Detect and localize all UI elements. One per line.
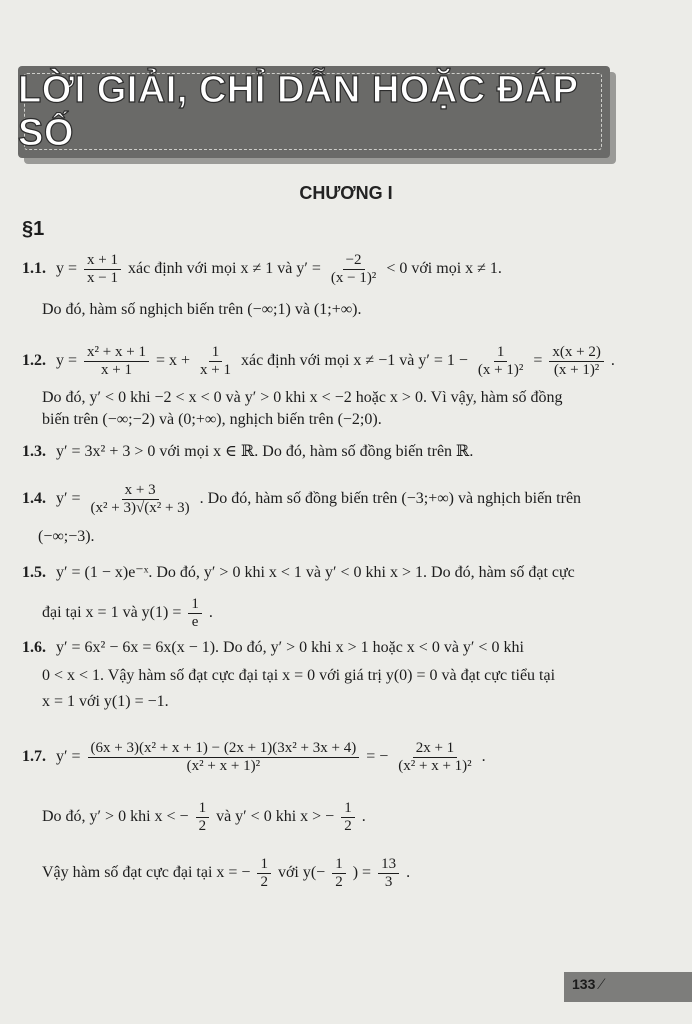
formula-text: . (481, 748, 486, 766)
fraction (475, 344, 526, 379)
problem-1-6-line-2: 0 < x < 1. Vậy hàm số đạt cực đại tại x = 0 với giá trị y(0) = 0 và đạt cực tiểu tại (42, 667, 556, 684)
formula-text: y′ = (56, 748, 81, 766)
problem-1-1-line-1 (22, 252, 502, 287)
problem-1-4-line-2: (−∞;−3). (38, 528, 95, 545)
numerator: 1 (341, 800, 355, 818)
formula-text: Do đó, y′ > 0 khi x < − (42, 808, 189, 826)
fraction (341, 800, 355, 835)
formula-text: Vậy hàm số đạt cực đại tại x = − (42, 864, 251, 882)
problem-1-3-line-1 (22, 442, 473, 462)
fraction (549, 344, 603, 379)
problem-1-6-line-3: x = 1 với y(1) = −1. (42, 693, 169, 710)
problem-1-7-line-3 (42, 856, 410, 891)
formula-text: . (610, 352, 615, 370)
problem-number: 1.6. (22, 639, 46, 656)
formula-text: . (406, 864, 411, 882)
problem-1-2-line-2: Do đó, y′ < 0 khi −2 < x < 0 và y′ > 0 khi x < −2 hoặc x > 0. Vì vậy, hàm số đồng (42, 389, 563, 406)
formula-text: . Do đó, hàm số đồng biến trên (−3;+∞) và nghịch biến trên (199, 490, 582, 508)
formula-text: y′ = (1 − x)e⁻ˣ. Do đó, y′ > 0 khi x < 1 và y′ < 0 khi x > 1. Do đó, hàm số đạt cực (56, 564, 575, 581)
denominator: 2 (198, 818, 207, 834)
problem-number: 1.7. (22, 748, 46, 766)
fraction (88, 482, 193, 517)
fraction (88, 740, 360, 775)
formula-text: = x + (155, 352, 190, 370)
denominator: (x + 1)² (553, 362, 600, 378)
numerator: 1 (494, 344, 508, 362)
formula-text: y = (56, 352, 78, 370)
page-title: LỜI GIẢI, CHỈ DẪN HOẶC ĐÁP SỐ (18, 69, 578, 154)
numerator: −2 (343, 252, 365, 270)
numerator: 13 (378, 856, 399, 874)
denominator: (x − 1)² (330, 270, 377, 286)
problem-number: 1.2. (22, 352, 46, 370)
denominator: 2 (335, 874, 343, 890)
problem-1-6-line-1 (22, 638, 524, 658)
problem-1-7-line-2 (42, 800, 366, 835)
denominator: e (191, 614, 199, 630)
problem-number: 1.5. (22, 564, 46, 581)
numerator: (6x + 3)(x² + x + 1) − (2x + 1)(3x² + 3x + 4) (88, 740, 360, 758)
denominator: (x² + 3)√(x² + 3) (90, 500, 190, 516)
denominator: (x² + x + 1)² (186, 758, 261, 774)
formula-text: . (361, 808, 366, 826)
fraction (84, 344, 149, 379)
numerator: 1 (188, 596, 202, 614)
numerator: 1 (332, 856, 346, 874)
formula-text: ) = (352, 864, 372, 882)
formula-text: xác định với mọi x ≠ 1 và y′ = (128, 260, 321, 278)
problem-1-4-line-1 (22, 482, 581, 517)
fraction (332, 856, 346, 891)
fraction (197, 344, 234, 379)
fraction (378, 856, 399, 891)
numerator: x² + x + 1 (84, 344, 149, 362)
problem-number: 1.1. (22, 260, 46, 278)
numerator: 2x + 1 (413, 740, 457, 758)
page-number: 133 (572, 976, 596, 992)
fraction (328, 252, 379, 287)
formula-text: y′ = 6x² − 6x = 6x(x − 1). Do đó, y′ > 0 khi x > 1 hoặc x < 0 và y′ < 0 khi (56, 639, 524, 656)
denominator: x + 1 (101, 362, 132, 378)
problem-number: 1.4. (22, 490, 46, 508)
formula-text: với y(− (277, 864, 326, 882)
problem-1-5-line-2 (42, 596, 213, 631)
formula-text: . (208, 604, 213, 622)
formula-text: đại tại x = 1 và y(1) = (42, 604, 182, 622)
formula-text: và y′ < 0 khi x > − (216, 808, 335, 826)
formula-text: = − (366, 748, 389, 766)
formula-text: y′ = 3x² + 3 > 0 với mọi x ∈ ℝ. Do đó, hàm số đồng biến trên ℝ. (56, 443, 474, 460)
formula-text: y′ = (56, 490, 81, 508)
fraction (395, 740, 474, 775)
problem-1-2-line-3: biến trên (−∞;−2) và (0;+∞), nghịch biến trên (−2;0). (42, 411, 382, 428)
fraction (196, 800, 210, 835)
formula-text: = (533, 352, 543, 370)
denominator: x + 1 (200, 362, 231, 378)
page-corner-mark-icon: ⁄ (600, 976, 603, 993)
denominator: 2 (260, 874, 268, 890)
fraction (257, 856, 271, 891)
formula-text: < 0 với mọi x ≠ 1. (386, 260, 502, 278)
numerator: x + 3 (122, 482, 159, 500)
numerator: x + 1 (84, 252, 121, 270)
problem-1-2-line-1 (22, 344, 615, 379)
formula-text: xác định với mọi x ≠ −1 và y′ = 1 − (240, 352, 468, 370)
chapter-heading: CHƯƠNG I (299, 183, 393, 203)
problem-number: 1.3. (22, 443, 46, 460)
denominator: 2 (344, 818, 352, 834)
problem-1-7-line-1 (22, 740, 486, 775)
denominator: x − 1 (87, 270, 118, 286)
numerator: x(x + 2) (549, 344, 603, 362)
numerator: 1 (196, 800, 210, 818)
denominator: (x² + x + 1)² (398, 758, 472, 774)
formula-text: y = (56, 260, 78, 278)
section-heading: §1 (22, 218, 45, 240)
fraction (84, 252, 121, 287)
denominator: 3 (384, 874, 393, 890)
problem-1-5-line-1 (22, 563, 575, 583)
numerator: 1 (209, 344, 223, 362)
numerator: 1 (257, 856, 271, 874)
fraction (188, 596, 202, 631)
problem-1-1-line-2: Do đó, hàm số nghịch biến trên (−∞;1) và (1;+∞). (42, 301, 362, 318)
denominator: (x + 1)² (477, 362, 524, 378)
